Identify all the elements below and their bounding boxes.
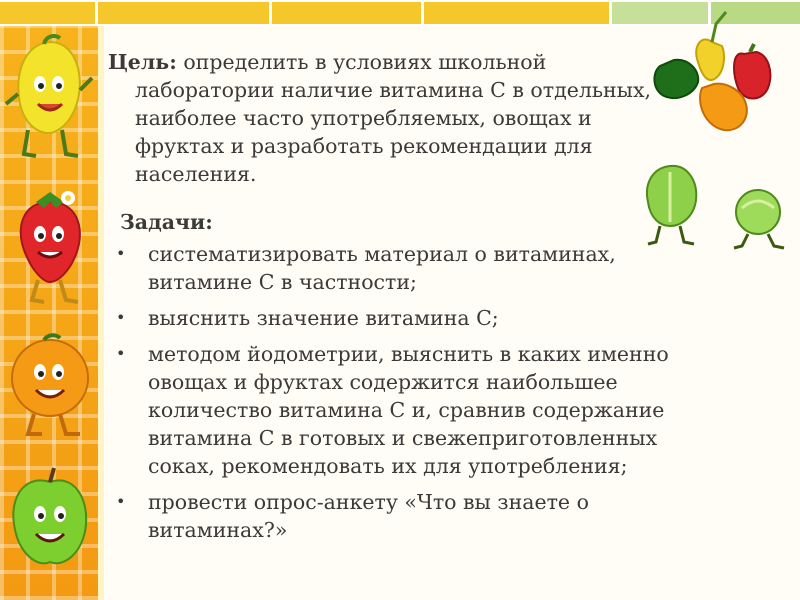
strip-block	[272, 2, 421, 24]
apple-character-icon	[4, 464, 94, 584]
task-line: витаминах?»	[148, 518, 288, 542]
task-line: витамина С в готовых и свежеприготовленных	[148, 426, 658, 450]
task-line: провести опрос-анкету «Что вы знаете о	[148, 490, 589, 514]
goal-text-line: наиболее часто употребляемых, овощах и	[135, 106, 592, 130]
goal-label: Цель:	[108, 50, 177, 74]
task-line: методом йодометрии, выяснить в каких именно	[148, 342, 669, 366]
strip-block	[0, 2, 95, 24]
orange-character-icon	[4, 330, 94, 440]
goal-text-line: лаборатории наличие витамина С в отдельных,	[135, 78, 652, 102]
task-line: витамине С в частности;	[148, 270, 417, 294]
strip-block	[98, 2, 269, 24]
list-item	[112, 304, 752, 332]
bullet-icon: •	[116, 344, 126, 363]
tasks-heading: Задачи:	[120, 210, 213, 234]
task-line: овощах и фруктах содержится наибольшее	[148, 370, 618, 394]
goal-text-first-line: определить в условиях школьной	[183, 50, 547, 74]
list-item	[112, 488, 752, 544]
list-item	[112, 240, 752, 296]
task-line: количество витамина С и, сравнив содержание	[148, 398, 665, 422]
lemon-character-icon	[4, 34, 96, 164]
bullet-icon: •	[116, 492, 126, 511]
goal-text-line: фруктах и разработать рекомендации для	[135, 134, 593, 158]
strawberry-character-icon	[8, 188, 92, 306]
tasks-list	[112, 240, 752, 552]
list-item	[112, 340, 752, 480]
task-line: систематизировать материал о витаминах,	[148, 242, 616, 266]
task-line: соках, рекомендовать их для употребления;	[148, 454, 628, 478]
strip-block	[424, 2, 609, 24]
goal-text-line: населения.	[135, 162, 257, 186]
bullet-icon: •	[116, 308, 126, 327]
bullet-icon: •	[116, 244, 126, 263]
task-line: выяснить значение витамина С;	[148, 306, 499, 330]
goal-paragraph	[108, 48, 708, 188]
